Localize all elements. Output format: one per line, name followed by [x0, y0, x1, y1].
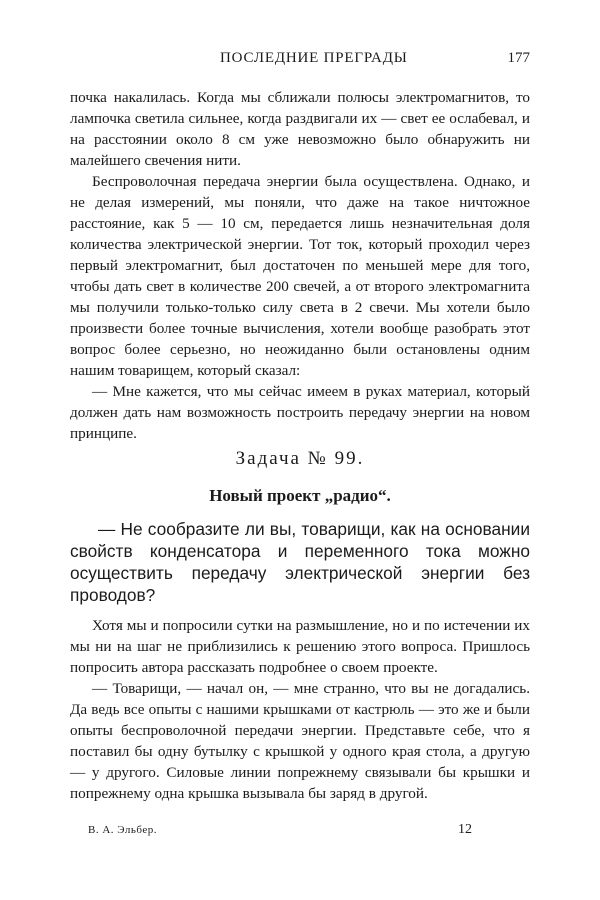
body-text-top — [70, 87, 530, 444]
page-number: 177 — [507, 50, 530, 66]
paragraph-continuation: почка накалилась. Когда мы сближали полюсы электромагнитов, то лампочка светила сильнее, когда раздвигали их — свет ее ослабевал, и на расстоянии около 8 см уже невозможно было обнаружить ни малейшего свечения нити. — [70, 89, 530, 169]
book-page — [70, 40, 530, 870]
running-head — [70, 50, 530, 72]
paragraph-reflection: Хотя мы и попросили сутки на размышление, но и по истечении их мы ни на шаг не приблизились к решению этого вопроса. Пришлось попросить автора рассказать подробнее о своем проекте. — [70, 617, 530, 676]
signature-mark: 12 — [458, 822, 472, 837]
paragraph-explanation: — Товарищи, — начал он, — мне странно, что вы не догадались. Да ведь все опыты с нашими крышками от кастрюль — это же и были опыты беспроволочной передачи энергии. Представьте себе, что я поставил бы одну бутылку с крышкой у одного края стола, а другую — у другого. Силовые линии попрежнему связывали бы крышки и попрежнему одна крышка вызывала бы заряд в другой. — [70, 680, 530, 802]
body-text-bottom — [70, 615, 530, 804]
running-title: ПОСЛЕДНИЕ ПРЕГРАДЫ — [220, 50, 408, 66]
problem-question: — Не сообразите ли вы, товарищи, как на основании свойств конденсатора и переменного тока можно осуществить передачу электрической энергии без проводов? — [70, 519, 530, 605]
problem-title: Новый проект „радио“. — [209, 486, 391, 505]
problem-number: Задача № 99. — [235, 448, 365, 469]
paragraph-experiment: Беспроволочная передача энергии была осуществлена. Однако, и не делая измерений, мы поняли, что даже на такое ничтожное расстояние, как 5 — 10 см, передается лишь незначительная доля количества электрической энергии. Тот ток, который проходил через первый электромагнит, был достаточен по меньшей мере для того, чтобы дать свет в количестве 200 свечей, а от второго электромагнита мы получили только-только силу света в 2 свечи. Мы хотели было произвести более точные вычисления, хотели вообще разобрать этот вопрос более серьезно, но неожиданно были остановлены одним нашим товарищем, который сказал: — [70, 173, 530, 379]
footer-author: В. А. Эльбер. — [88, 824, 157, 836]
page-footer — [70, 822, 530, 842]
paragraph-quote: — Мне кажется, что мы сейчас имеем в руках материал, который должен дать нам возможность построить передачу энергии на новом принципе. — [70, 383, 530, 442]
